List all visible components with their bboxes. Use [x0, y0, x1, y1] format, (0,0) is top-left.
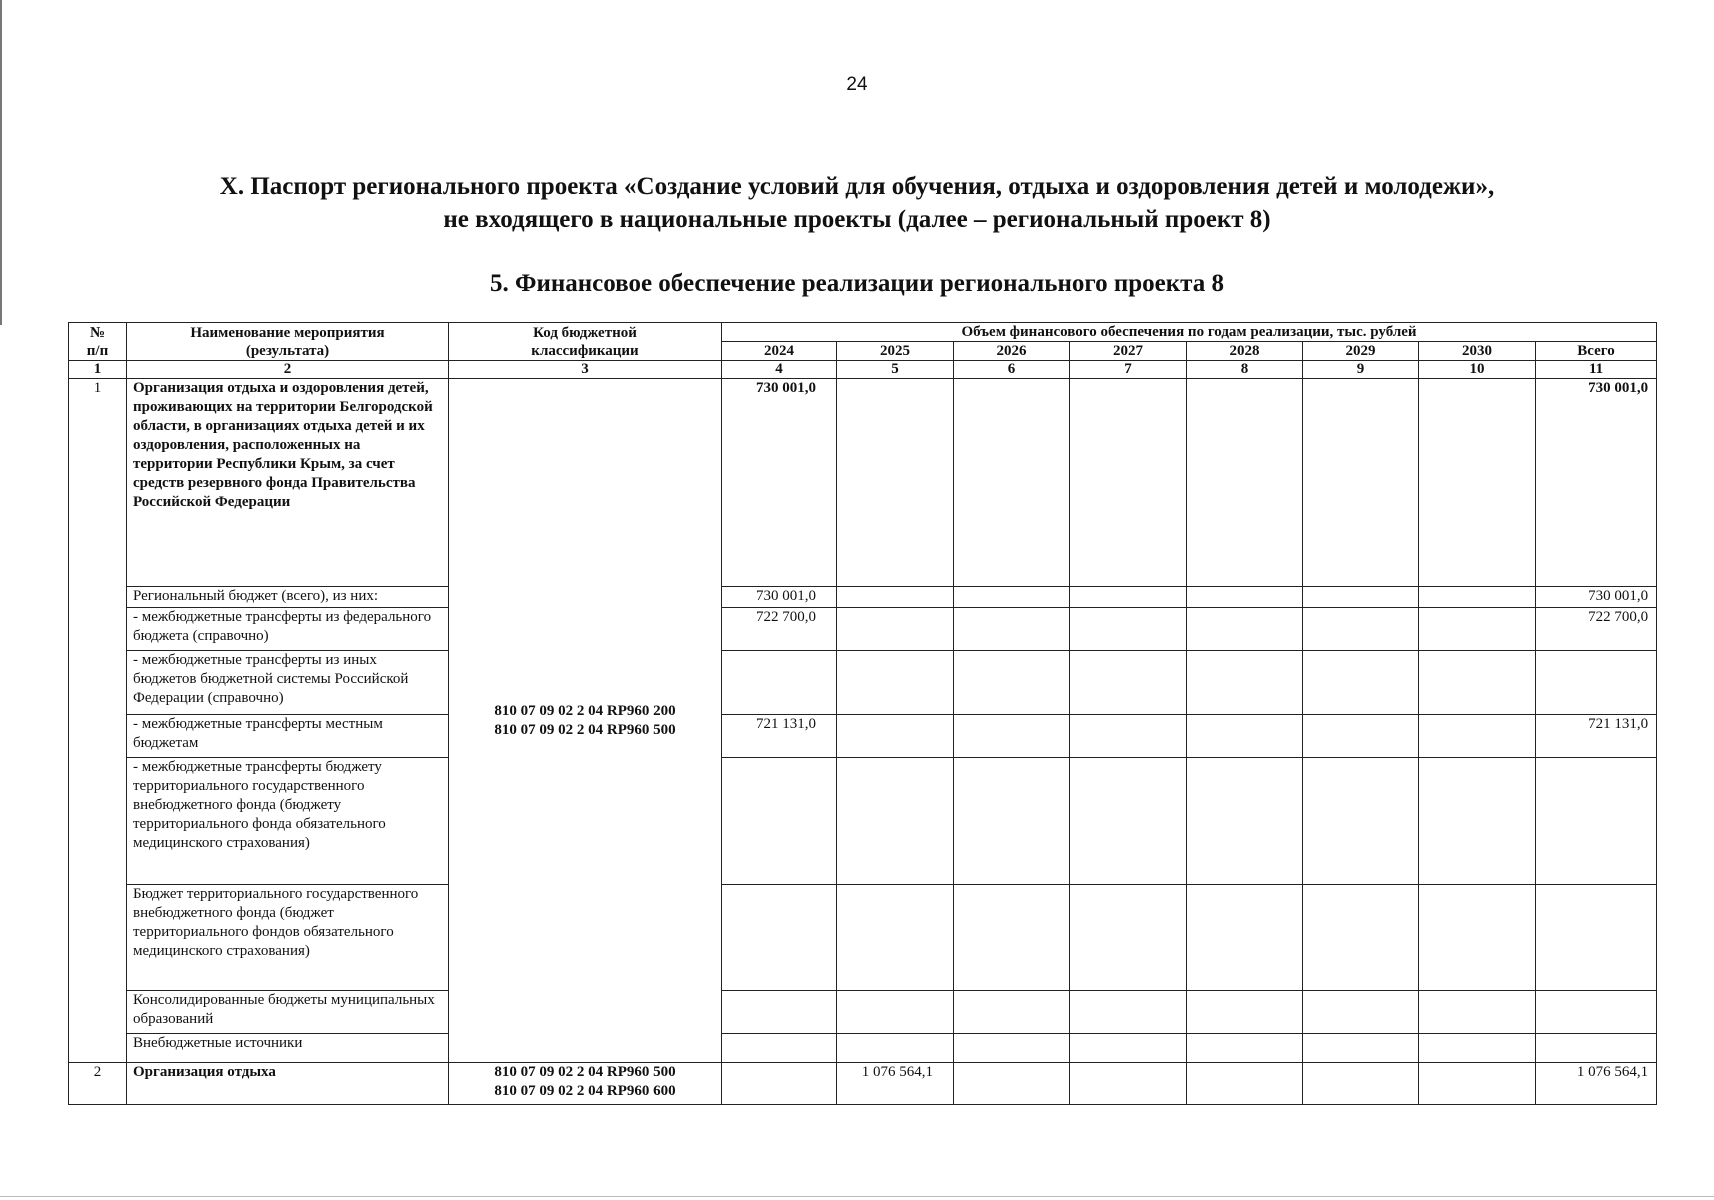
row-number: 1 — [69, 379, 127, 1063]
value-total — [1536, 991, 1657, 1034]
header-year-2024: 2024 — [722, 342, 837, 361]
table-row — [69, 715, 1657, 758]
header-year-2029: 2029 — [1303, 342, 1419, 361]
title-line-2: не входящего в национальные проекты (далее – региональный проект 8) — [443, 206, 1271, 233]
value-total: 722 700,0 — [1536, 608, 1657, 651]
header-total: Всего — [1536, 342, 1657, 361]
value-total: 1 076 564,1 — [1536, 1063, 1657, 1105]
header-code: Код бюджетной классификации — [449, 323, 722, 361]
row-label: Внебюджетные источники — [127, 1034, 449, 1063]
table-row — [69, 608, 1657, 651]
value-total — [1536, 651, 1657, 715]
value-2024 — [722, 991, 837, 1034]
budget-code: 810 07 09 02 2 04 RP960 500 810 07 09 02 2 04 RP960 600 — [449, 1063, 722, 1105]
table-row — [69, 758, 1657, 885]
page-number: 24 — [846, 74, 868, 95]
table-row — [69, 991, 1657, 1034]
measure-name: Организация отдыха — [127, 1063, 449, 1105]
col-number: 5 — [837, 361, 954, 379]
header-year-2026: 2026 — [954, 342, 1070, 361]
row-label: - межбюджетные трансферты местным бюджетам — [127, 715, 449, 758]
header-row-1 — [69, 323, 1657, 342]
scan-edge-line — [0, 1196, 1714, 1197]
col-number: 10 — [1419, 361, 1536, 379]
value-2024 — [722, 651, 837, 715]
table-row — [69, 885, 1657, 991]
value-total: 730 001,0 — [1536, 379, 1657, 587]
value-2024: 730 001,0 — [722, 587, 837, 608]
col-number: 1 — [69, 361, 127, 379]
value-total — [1536, 758, 1657, 885]
col-number: 11 — [1536, 361, 1657, 379]
column-numbers-row — [69, 361, 1657, 379]
row-label: Региональный бюджет (всего), из них: — [127, 587, 449, 608]
value-2024: 730 001,0 — [722, 379, 837, 587]
row-number: 2 — [69, 1063, 127, 1105]
value-2024 — [722, 885, 837, 991]
col-number: 9 — [1303, 361, 1419, 379]
header-num: № п/п — [69, 323, 127, 361]
value-2024: 721 131,0 — [722, 715, 837, 758]
page-title — [60, 170, 1654, 236]
table-row — [69, 1034, 1657, 1063]
row-label: - межбюджетные трансферты из иных бюджетов бюджетной системы Российской Федерации (справочно) — [127, 651, 449, 715]
header-year-2027: 2027 — [1070, 342, 1187, 361]
col-number: 7 — [1070, 361, 1187, 379]
col-number: 3 — [449, 361, 722, 379]
row-label: Бюджет территориального государственного внебюджетного фонда (бюджет территориального фондов обязательного медицинского страхования) — [127, 885, 449, 991]
value-total: 721 131,0 — [1536, 715, 1657, 758]
table-row — [69, 651, 1657, 715]
row-label: - межбюджетные трансферты из федерального бюджета (справочно) — [127, 608, 449, 651]
value-total — [1536, 885, 1657, 991]
value-2024: 722 700,0 — [722, 608, 837, 651]
row-label: Консолидированные бюджеты муниципальных образований — [127, 991, 449, 1034]
financing-table — [68, 322, 1657, 1105]
header-year-2025: 2025 — [837, 342, 954, 361]
measure-name: Организация отдыха и оздоровления детей, проживающих на территории Белгородской области, в организациях отдыха детей и их оздоровления, расположенных на территории Республики Крым, за счет средств резервного фонда Правительства Российской Федерации — [127, 379, 449, 587]
col-number: 6 — [954, 361, 1070, 379]
table-row — [69, 587, 1657, 608]
title-line-1: X. Паспорт регионального проекта «Создание условий для обучения, отдыха и оздоровления детей и молодежи», — [219, 173, 1495, 200]
table-row — [69, 379, 1657, 587]
budget-code: 810 07 09 02 2 04 RP960 200 810 07 09 02 2 04 RP960 500 — [449, 379, 722, 1063]
header-volume: Объем финансового обеспечения по годам реализации, тыс. рублей — [722, 323, 1657, 342]
header-year-2030: 2030 — [1419, 342, 1536, 361]
table-row — [69, 1063, 1657, 1105]
value-total — [1536, 1034, 1657, 1063]
value-total: 730 001,0 — [1536, 587, 1657, 608]
value-2025: 1 076 564,1 — [837, 1063, 954, 1105]
col-number: 8 — [1187, 361, 1303, 379]
col-number: 2 — [127, 361, 449, 379]
value-2024 — [722, 1034, 837, 1063]
header-name: Наименование мероприятия (результата) — [127, 323, 449, 361]
header-year-2028: 2028 — [1187, 342, 1303, 361]
row-label: - межбюджетные трансферты бюджету территориального государственного внебюджетного фонда (бюджету территориального фонда обязательного медицинского страхования) — [127, 758, 449, 885]
scan-edge-line — [0, 0, 2, 325]
section-title: 5. Финансовое обеспечение реализации регионального проекта 8 — [489, 270, 1225, 297]
value-2024 — [722, 758, 837, 885]
col-number: 4 — [722, 361, 837, 379]
